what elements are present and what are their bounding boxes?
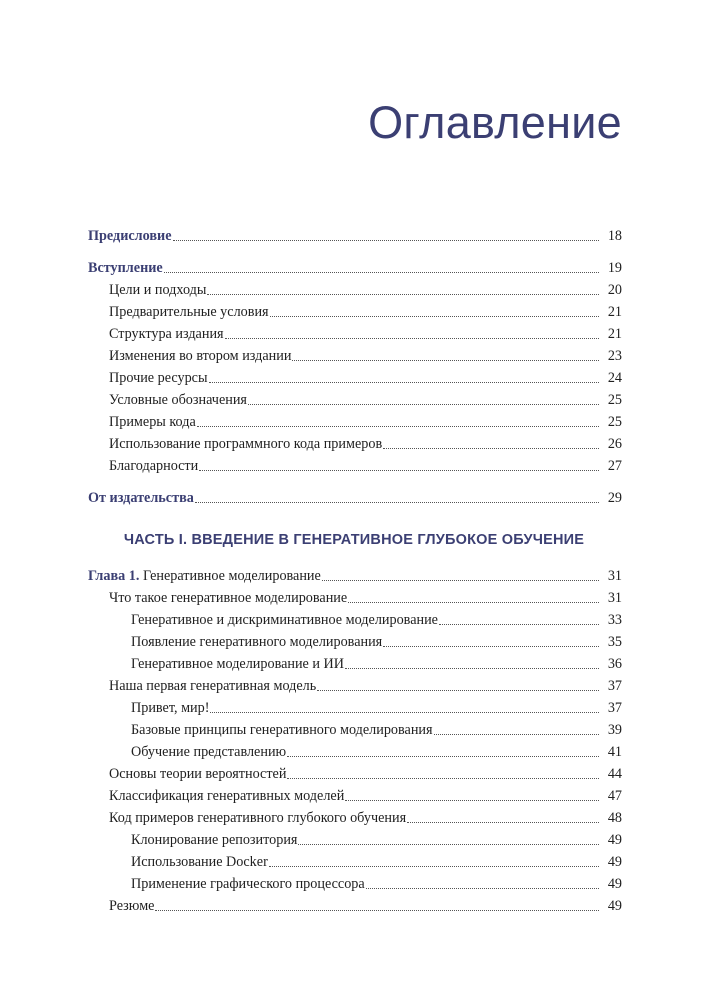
leader-dots bbox=[164, 272, 599, 273]
toc-entry-label: Наша первая генеративная модель bbox=[109, 678, 317, 694]
toc-entry-label: Применение графического процессора bbox=[131, 876, 365, 892]
leader-dots bbox=[298, 844, 599, 845]
toc-entry-label: Вступление bbox=[88, 260, 163, 276]
toc-entry-page: 25 bbox=[607, 392, 622, 408]
toc-entry-label: Код примеров генеративного глубокого обучения bbox=[109, 810, 407, 826]
toc-entry-page: 26 bbox=[607, 436, 622, 452]
toc-entry[interactable] bbox=[131, 609, 622, 629]
leader-dots bbox=[225, 338, 599, 339]
toc-entry[interactable] bbox=[109, 455, 622, 475]
toc-entry[interactable] bbox=[88, 257, 622, 277]
leader-dots bbox=[434, 734, 599, 735]
toc-entry[interactable] bbox=[109, 895, 622, 915]
toc-entry-page: 31 bbox=[607, 568, 622, 584]
toc-entry-page: 35 bbox=[607, 634, 622, 650]
toc-entry-label: Примеры кода bbox=[109, 414, 196, 430]
toc-entry[interactable] bbox=[109, 675, 622, 695]
page-title: Оглавление bbox=[368, 97, 622, 148]
toc-entry-label: Предисловие bbox=[88, 228, 172, 244]
toc-entry[interactable] bbox=[109, 301, 622, 321]
toc-entry-page: 37 bbox=[607, 700, 622, 716]
toc-entry-page: 21 bbox=[607, 304, 622, 320]
toc-entry-page: 41 bbox=[607, 744, 622, 760]
toc-entry-label: От издательства bbox=[88, 490, 194, 506]
leader-dots bbox=[199, 470, 599, 471]
toc-entry[interactable] bbox=[131, 741, 622, 761]
toc-entry-label: Классификация генеративных моделей bbox=[109, 788, 345, 804]
leader-dots bbox=[269, 866, 599, 867]
leader-dots bbox=[322, 580, 599, 581]
toc-entry-label: Предварительные условия bbox=[109, 304, 269, 320]
toc-entry-label bbox=[88, 567, 321, 585]
toc-entry-page: 48 bbox=[607, 810, 622, 826]
toc-entry-label: Базовые принципы генеративного моделирования bbox=[131, 722, 433, 738]
toc-entry[interactable] bbox=[131, 851, 622, 871]
toc-entry-page: 49 bbox=[607, 876, 622, 892]
toc-entry-page: 49 bbox=[607, 854, 622, 870]
toc-entry-page: 25 bbox=[607, 414, 622, 430]
chapter-title: Генеративное моделирование bbox=[142, 568, 321, 584]
toc-entry-label: Резюме bbox=[109, 898, 155, 914]
leader-dots bbox=[270, 316, 599, 317]
toc-entry-label: Генеративное моделирование и ИИ bbox=[131, 656, 345, 672]
toc-entry-page: 33 bbox=[607, 612, 622, 628]
toc-entry-page: 29 bbox=[607, 490, 622, 506]
toc-entry-page: 47 bbox=[607, 788, 622, 804]
toc-entry-page: 36 bbox=[607, 656, 622, 672]
toc-entry[interactable] bbox=[109, 411, 622, 431]
toc-entry-page: 21 bbox=[607, 326, 622, 342]
toc-entry-label: Появление генеративного моделирования bbox=[131, 634, 383, 650]
toc-entry-label: Условные обозначения bbox=[109, 392, 247, 408]
leader-dots bbox=[195, 502, 599, 503]
toc-entry[interactable] bbox=[131, 719, 622, 739]
toc-entry[interactable] bbox=[109, 763, 622, 783]
toc-entry-label: Привет, мир! bbox=[131, 700, 210, 716]
toc-entry-page: 20 bbox=[607, 282, 622, 298]
toc-entry-label: Обучение представлению bbox=[131, 744, 287, 760]
part-heading: ЧАСТЬ I. ВВЕДЕНИЕ В ГЕНЕРАТИВНОЕ ГЛУБОКОЕ ОБУЧЕНИЕ bbox=[123, 532, 585, 548]
toc-entry-page: 49 bbox=[607, 898, 622, 914]
toc-entry-label: Прочие ресурсы bbox=[109, 370, 208, 386]
toc-entry-page: 39 bbox=[607, 722, 622, 738]
toc-entry[interactable] bbox=[109, 389, 622, 409]
toc-entry-label: Использование Docker bbox=[131, 854, 268, 870]
leader-dots bbox=[287, 778, 599, 779]
toc-entry[interactable] bbox=[88, 487, 622, 507]
toc-entry-label: Генеративное и дискриминативное моделирование bbox=[131, 612, 438, 628]
toc-entry[interactable] bbox=[131, 829, 622, 849]
leader-dots bbox=[287, 756, 599, 757]
toc-entry-label: Структура издания bbox=[109, 326, 224, 342]
leader-dots bbox=[317, 690, 599, 691]
toc-entry[interactable] bbox=[109, 279, 622, 299]
toc-entry-label: Что такое генеративное моделирование bbox=[109, 590, 348, 606]
toc-entry-page: 23 bbox=[607, 348, 622, 364]
leader-dots bbox=[345, 668, 599, 669]
leader-dots bbox=[197, 426, 599, 427]
toc-entry-label: Благодарности bbox=[109, 458, 199, 474]
toc-entry-label: Использование программного кода примеров bbox=[109, 436, 383, 452]
toc-entry-page: 19 bbox=[607, 260, 622, 276]
toc-entry[interactable] bbox=[109, 323, 622, 343]
leader-dots bbox=[209, 382, 599, 383]
toc-entry[interactable] bbox=[109, 807, 622, 827]
toc-entry-page: 18 bbox=[607, 228, 622, 244]
leader-dots bbox=[345, 800, 599, 801]
leader-dots bbox=[173, 240, 599, 241]
toc-entry[interactable] bbox=[109, 345, 622, 365]
toc-entry[interactable] bbox=[109, 367, 622, 387]
toc-entry[interactable] bbox=[88, 225, 622, 245]
leader-dots bbox=[439, 624, 599, 625]
toc-entry-page: 24 bbox=[607, 370, 622, 386]
leader-dots bbox=[248, 404, 599, 405]
toc-entry-label: Клонирование репозитория bbox=[131, 832, 298, 848]
toc-entry-page: 44 bbox=[607, 766, 622, 782]
leader-dots bbox=[348, 602, 599, 603]
leader-dots bbox=[155, 910, 599, 911]
toc-entry[interactable] bbox=[131, 631, 622, 651]
leader-dots bbox=[383, 448, 599, 449]
leader-dots bbox=[383, 646, 599, 647]
leader-dots bbox=[210, 712, 599, 713]
chapter-number: Глава 1. bbox=[88, 568, 140, 584]
toc-entry-page: 49 bbox=[607, 832, 622, 848]
toc-entry[interactable] bbox=[131, 697, 622, 717]
toc-entry-page: 31 bbox=[607, 590, 622, 606]
toc-entry-label: Основы теории вероятностей bbox=[109, 766, 287, 782]
toc-entry[interactable] bbox=[109, 433, 622, 453]
toc-entry-label: Изменения во втором издании bbox=[109, 348, 292, 364]
toc-entry[interactable] bbox=[131, 873, 622, 893]
leader-dots bbox=[366, 888, 599, 889]
toc-entry-page: 27 bbox=[607, 458, 622, 474]
toc-entry[interactable] bbox=[109, 785, 622, 805]
leader-dots bbox=[207, 294, 599, 295]
toc-chapter-entry[interactable] bbox=[88, 565, 622, 585]
leader-dots bbox=[292, 360, 599, 361]
toc-entry[interactable] bbox=[131, 653, 622, 673]
leader-dots bbox=[407, 822, 599, 823]
toc-entry-label: Цели и подходы bbox=[109, 282, 207, 298]
toc-entry[interactable] bbox=[109, 587, 622, 607]
toc-entry-page: 37 bbox=[607, 678, 622, 694]
